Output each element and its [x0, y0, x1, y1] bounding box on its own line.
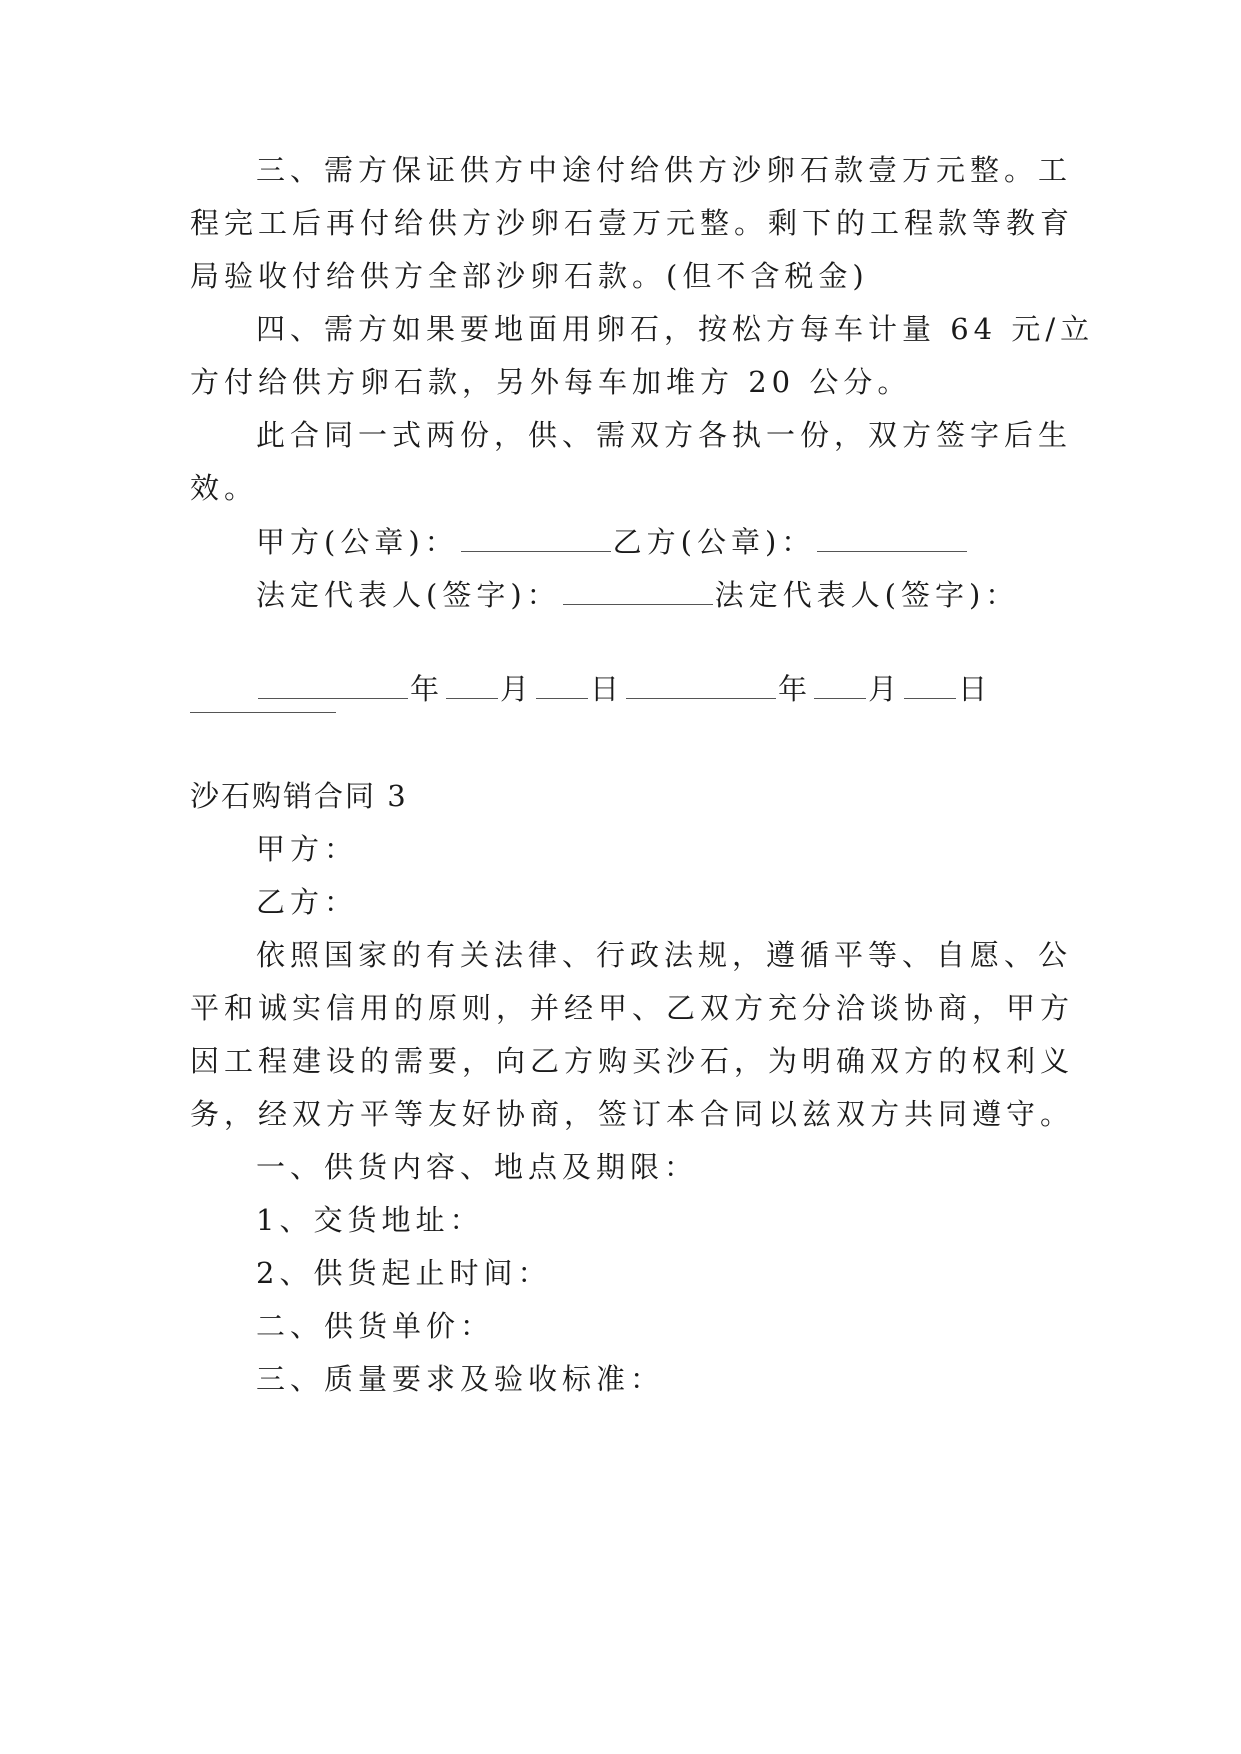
legal-rep-b-label: 法定代表人(签字)： [714, 578, 1020, 612]
paragraph-line: 依照国家的有关法律、行政法规，遵循平等、自愿、公 [256, 938, 1073, 972]
paragraph-line: 三、需方保证供方中途付给供方沙卵石款壹万元整。工 [256, 153, 1073, 187]
year-label: 年 [778, 672, 813, 706]
party-b-seal-blank[interactable] [817, 521, 967, 552]
month-label: 月 [868, 672, 903, 706]
clause-heading: 三、质量要求及验收标准： [256, 1362, 665, 1396]
legal-rep-a-blank[interactable] [563, 574, 713, 605]
legal-rep-a-label: 法定代表人(签字)： [256, 578, 561, 612]
paragraph-line: 方付给供方卵石款，另外每车加堆方 20 公分。 [190, 365, 912, 399]
paragraph-line: 程完工后再付给供方沙卵石壹万元整。剩下的工程款等教育 [190, 206, 1075, 240]
clause-heading: 一、供货内容、地点及期限： [256, 1150, 699, 1184]
year-blank-b[interactable] [626, 668, 776, 699]
legal-rep-b-blank[interactable] [190, 712, 336, 713]
party-a-seal-label: 甲方(公章)： [256, 525, 459, 559]
paragraph-line: 务，经双方平等友好协商，签订本合同以兹双方共同遵守。 [190, 1097, 1075, 1131]
paragraph-line: 此合同一式两份，供、需双方各执一份，双方签字后生 [256, 418, 1073, 452]
party-a-label: 甲方： [256, 832, 359, 866]
year-label: 年 [410, 672, 445, 706]
day-label: 日 [590, 672, 625, 706]
date-line [256, 668, 1060, 709]
paragraph-line: 平和诚实信用的原则，并经甲、乙双方充分洽谈协商，甲方 [190, 991, 1075, 1025]
party-b-label: 乙方： [256, 885, 359, 919]
section-title: 沙石购销合同 3 [190, 779, 408, 813]
month-blank-a[interactable] [446, 668, 498, 699]
day-blank-b[interactable] [904, 668, 956, 699]
paragraph-line: 因工程建设的需要，向乙方购买沙石，为明确双方的权利义 [190, 1044, 1075, 1078]
seal-signature-line [256, 521, 1060, 562]
paragraph-line: 局验收付给供方全部沙卵石款。(但不含税金) [190, 259, 869, 293]
party-a-seal-blank[interactable] [461, 521, 611, 552]
year-blank-a[interactable] [258, 668, 408, 699]
party-b-seal-label: 乙方(公章)： [612, 525, 816, 559]
day-blank-a[interactable] [536, 668, 588, 699]
clause-item: 2、供货起止时间： [256, 1256, 552, 1290]
clause-item: 1、交货地址： [256, 1203, 484, 1237]
legal-rep-line [256, 574, 1060, 615]
day-label: 日 [958, 672, 993, 706]
clause-heading: 二、供货单价： [256, 1309, 495, 1343]
month-blank-b[interactable] [814, 668, 866, 699]
paragraph-line: 效。 [190, 471, 259, 505]
paragraph-line: 四、需方如果要地面用卵石，按松方每车计量 64 元/立 [256, 312, 1095, 346]
month-label: 月 [500, 672, 535, 706]
